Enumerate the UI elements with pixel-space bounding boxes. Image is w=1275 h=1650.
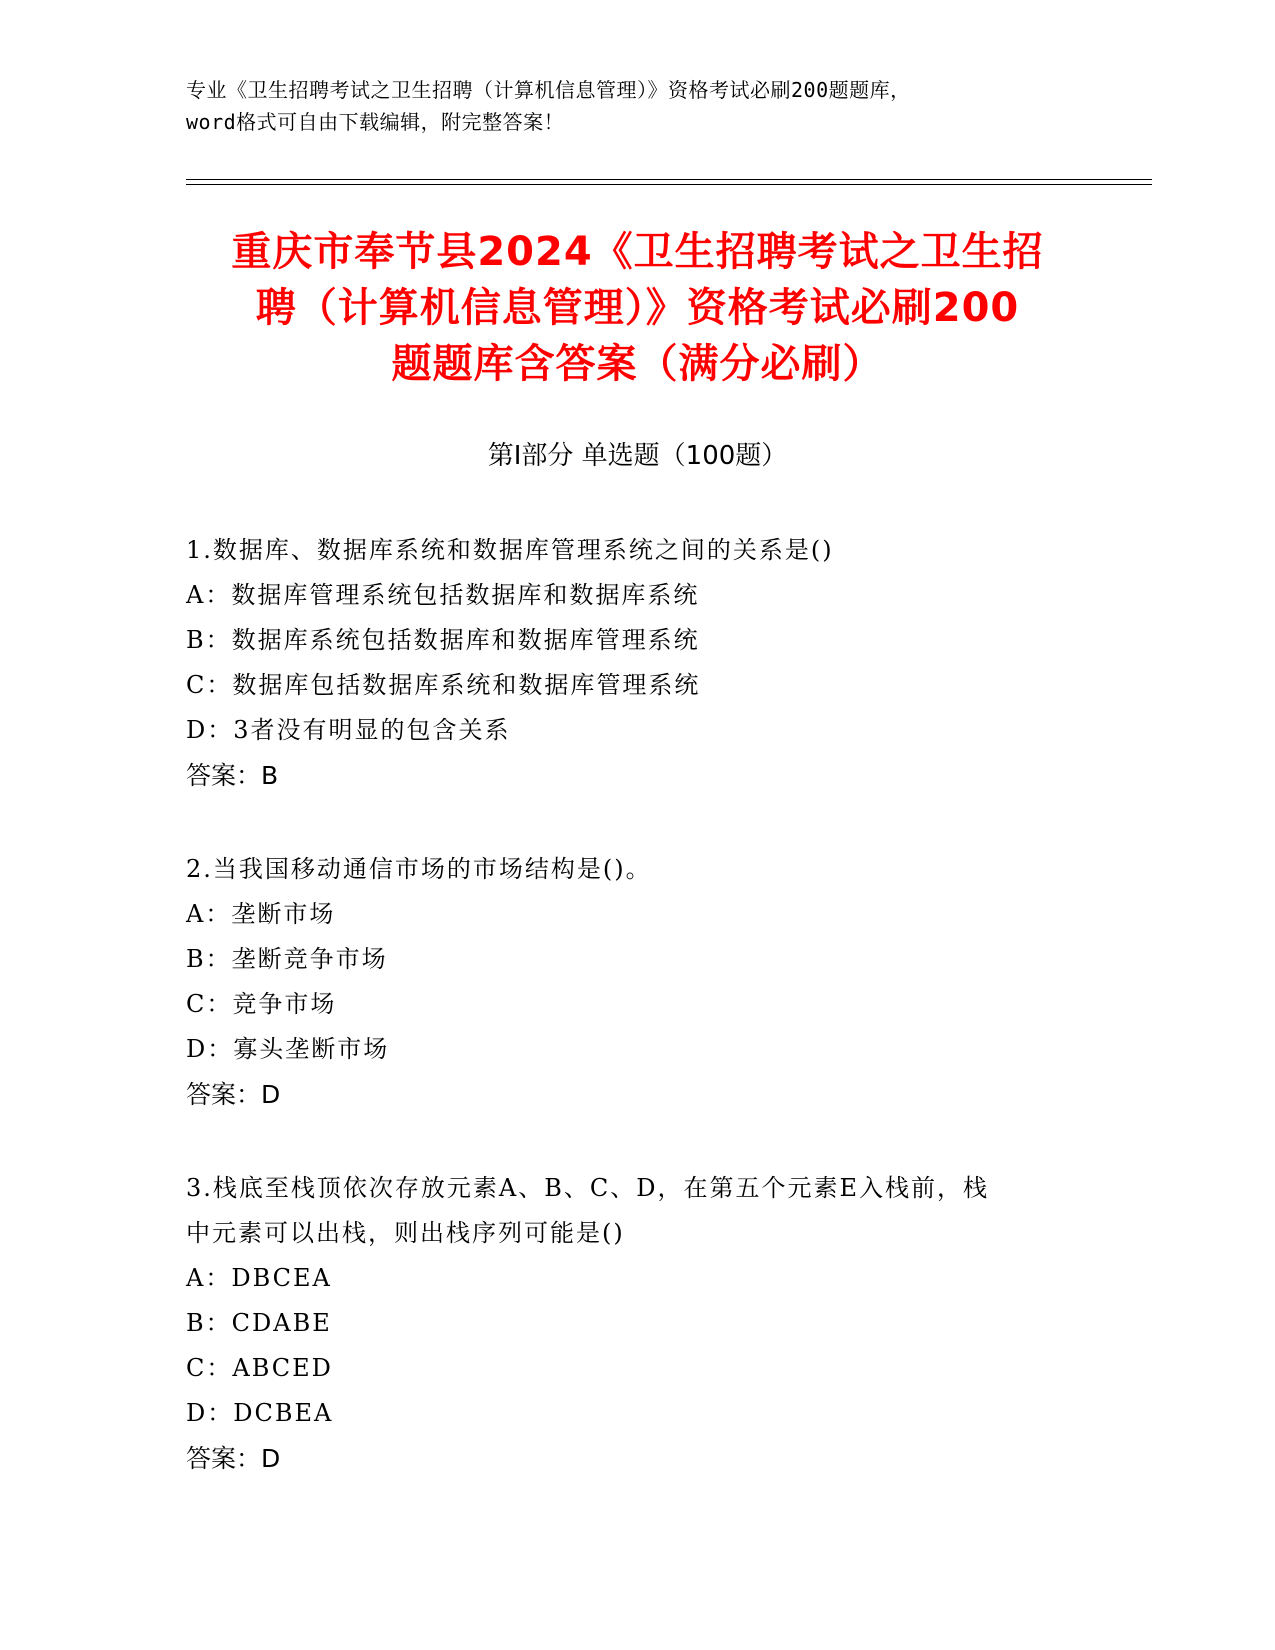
option-a: A：DBCEA <box>186 1264 332 1292</box>
answer: 答案：D <box>186 1444 281 1473</box>
document-title-line: 聘（计算机信息管理）》资格考试必刷200 <box>255 285 1020 331</box>
option-d: D：DCBEA <box>186 1399 334 1427</box>
document-title-line: 题题库含答案（满分必刷） <box>391 341 884 387</box>
question-block <box>186 1166 1086 1481</box>
question-stem: 2.当我国移动通信市场的市场结构是()。 <box>186 855 652 883</box>
section-title: 第Ⅰ部分 单选题（100题） <box>487 441 788 471</box>
document-title-line: 重庆市奉节县2024《卫生招聘考试之卫生招 <box>231 229 1044 275</box>
option-a: A：垄断市场 <box>186 900 336 928</box>
question-block <box>186 528 1086 798</box>
question-stem: 3.栈底至栈顶依次存放元素A、B、C、D，在第五个元素E入栈前，栈 <box>186 1174 989 1202</box>
option-c: C：数据库包括数据库系统和数据库管理系统 <box>186 671 701 699</box>
header-note-line: word格式可自由下载编辑，附完整答案！ <box>186 110 565 134</box>
question-stem: 1.数据库、数据库系统和数据库管理系统之间的关系是() <box>186 536 834 564</box>
document-title <box>150 224 1125 392</box>
option-b: B：垄断竞争市场 <box>186 945 388 973</box>
option-b: B：数据库系统包括数据库和数据库管理系统 <box>186 626 700 654</box>
question-stem-continued: 中元素可以出栈，则出栈序列可能是() <box>186 1219 625 1247</box>
header-note-line: 专业《卫生招聘考试之卫生招聘（计算机信息管理）》资格考试必刷200题题库， <box>186 78 911 102</box>
option-c: C：竞争市场 <box>186 990 337 1018</box>
option-b: B：CDABE <box>186 1309 332 1337</box>
answer: 答案：D <box>186 1080 281 1109</box>
option-c: C：ABCED <box>186 1354 333 1382</box>
option-d: D：寡头垄断市场 <box>186 1035 390 1063</box>
question-block <box>186 847 1086 1117</box>
header-note <box>186 74 1086 138</box>
header-divider <box>186 179 1152 180</box>
answer: 答案：B <box>186 761 279 790</box>
option-a: A：数据库管理系统包括数据库和数据库系统 <box>186 581 700 609</box>
option-d: D：3者没有明显的包含关系 <box>186 716 511 744</box>
header-divider <box>186 184 1152 185</box>
